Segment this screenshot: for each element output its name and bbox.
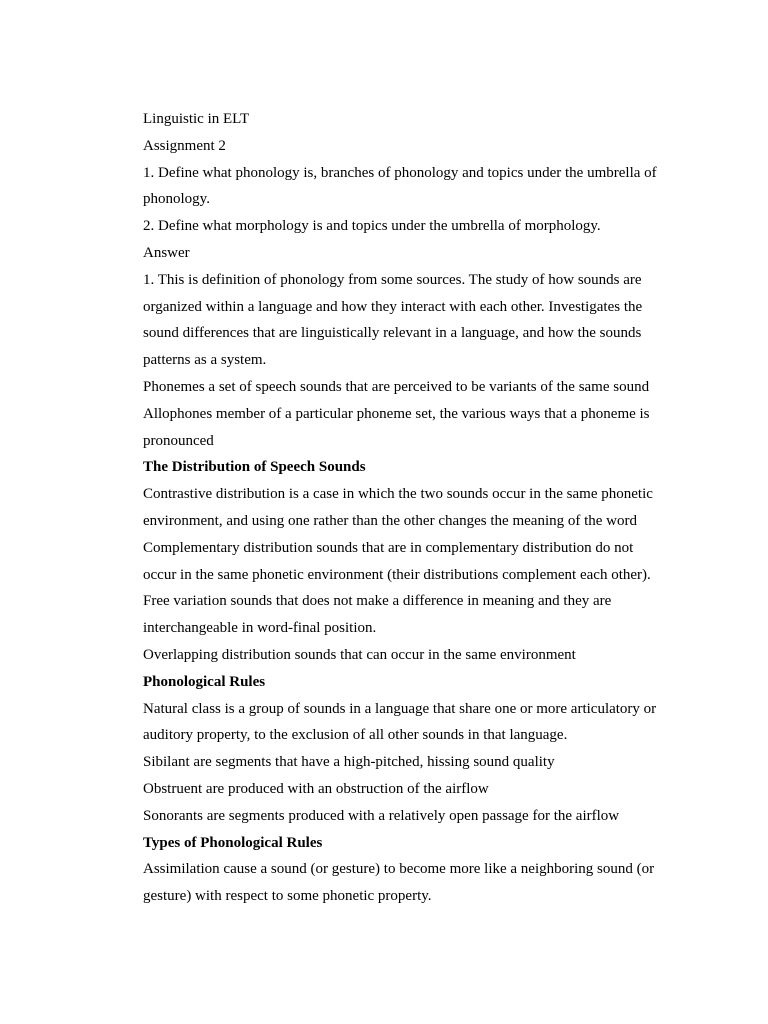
text-line: environment, and using one rather than the other changes the meaning of the word (143, 512, 638, 529)
text-line: organized within a language and how they interact with each other. Investigates the (143, 298, 643, 315)
text-line: Sibilant are segments that have a high-pitched, hissing sound quality (143, 754, 555, 771)
text-line: auditory property, to the exclusion of all other sounds in that language. (143, 727, 568, 744)
text-line: Overlapping distribution sounds that can occur in the same environment (143, 646, 576, 663)
text-line: Allophones member of a particular phoneme set, the various ways that a phoneme is (143, 405, 650, 422)
section-heading: Phonological Rules (143, 673, 266, 690)
text-line: Assimilation cause a sound (or gesture) to become more like a neighboring sound (or (143, 861, 655, 878)
text-line: Assignment 2 (143, 137, 226, 154)
text-line: phonology. (143, 191, 210, 208)
text-line: interchangeable in word-final position. (143, 620, 377, 637)
text-line: Free variation sounds that does not make a difference in meaning and they are (143, 593, 612, 610)
text-line: occur in the same phonetic environment (their distributions complement each other). (143, 566, 651, 583)
text-line: Sonorants are segments produced with a relatively open passage for the airflow (143, 807, 620, 824)
text-line: Contrastive distribution is a case in which the two sounds occur in the same phonetic (143, 486, 653, 503)
text-line: sound differences that are linguistically relevant in a language, and how the sounds (143, 325, 642, 342)
text-line: Complementary distribution sounds that are in complementary distribution do not (143, 539, 634, 556)
text-line: patterns as a system. (143, 352, 267, 369)
section-heading: Types of Phonological Rules (143, 834, 323, 851)
text-line: Obstruent are produced with an obstruction of the airflow (143, 780, 489, 797)
text-line: Phonemes a set of speech sounds that are perceived to be variants of the same sound (143, 378, 650, 395)
section-heading: The Distribution of Speech Sounds (143, 459, 366, 476)
text-line: pronounced (143, 432, 214, 449)
text-line: 2. Define what morphology is and topics under the umbrella of morphology. (143, 218, 601, 235)
text-line: Answer (143, 244, 190, 261)
text-line: Linguistic in ELT (143, 111, 250, 127)
text-line: Natural class is a group of sounds in a language that share one or more articulatory or (143, 700, 657, 717)
text-line: gesture) with respect to some phonetic property. (143, 888, 432, 905)
text-line: 1. Define what phonology is, branches of phonology and topics under the umbrella of (143, 164, 657, 181)
document-body (143, 106, 703, 910)
text-line: 1. This is definition of phonology from some sources. The study of how sounds are (143, 271, 642, 288)
